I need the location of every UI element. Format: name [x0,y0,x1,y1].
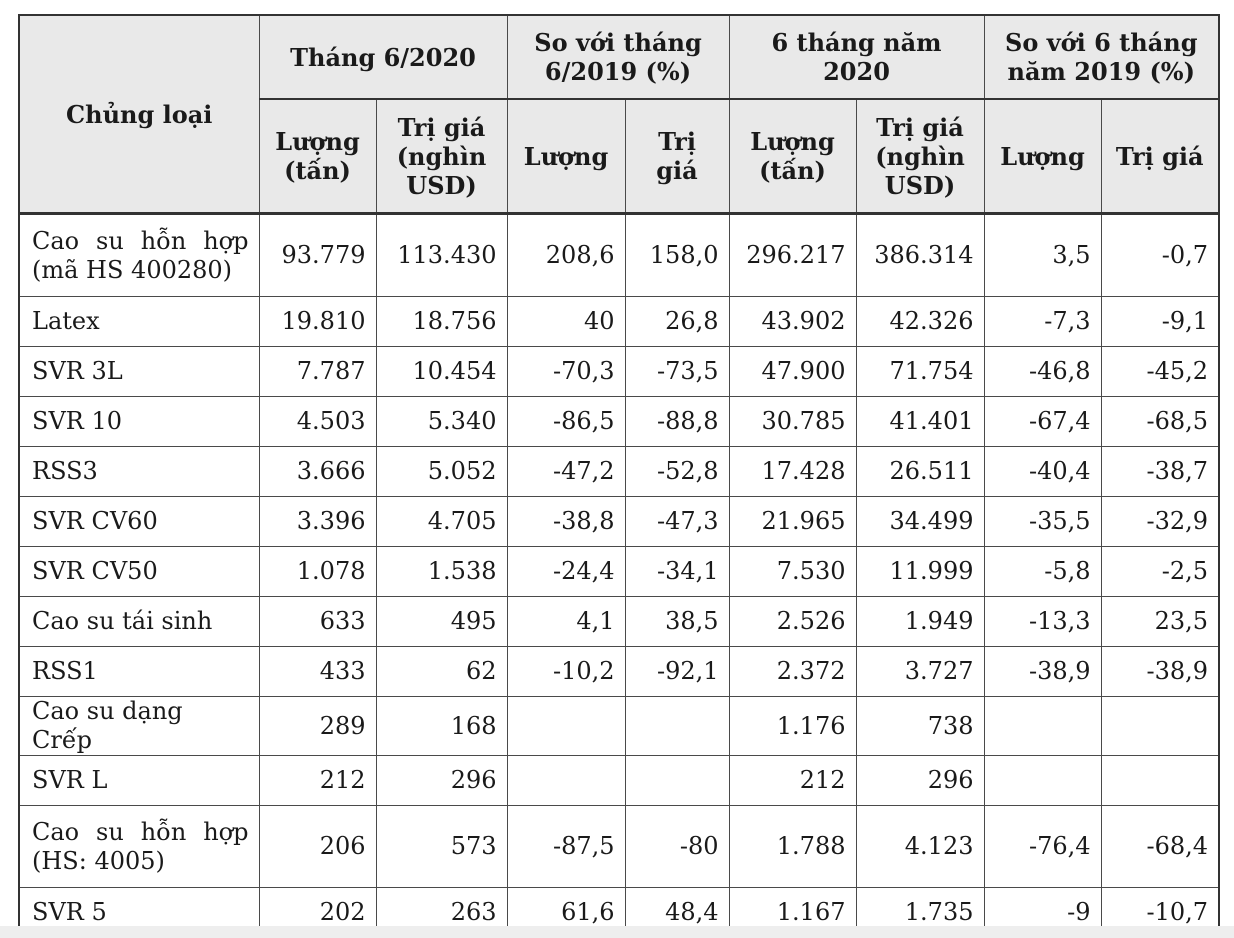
table-row [19,497,1219,547]
table-row [19,214,1219,297]
table-cell: 495 [376,597,507,647]
table-cell: 38,5 [625,597,729,647]
table-cell: -40,4 [984,447,1101,497]
table-cell: -13,3 [984,597,1101,647]
row-category [19,547,259,597]
header-category: Chủng loại [19,15,259,214]
table-cell: 23,5 [1101,597,1219,647]
table-cell: 3.396 [259,497,376,547]
table-cell: 4,1 [507,597,625,647]
table-row [19,806,1219,888]
table-cell: 48,4 [625,888,729,938]
row-category [19,497,259,547]
table-cell: 42.326 [856,297,984,347]
table-cell: 289 [259,697,376,756]
header-h1-2020: 6 tháng năm 2020 [729,15,984,99]
row-category-label: RSS1 [32,657,98,685]
table-cell: -47,2 [507,447,625,497]
table-cell: 1.078 [259,547,376,597]
table-cell: 296.217 [729,214,856,297]
table-cell: -86,5 [507,397,625,447]
table-cell: 19.810 [259,297,376,347]
table-cell: -7,3 [984,297,1101,347]
table-cell: -10,7 [1101,888,1219,938]
table-cell: -87,5 [507,806,625,888]
table-cell: -68,4 [1101,806,1219,888]
table-cell: -70,3 [507,347,625,397]
table-row [19,697,1219,756]
row-category-label: Cao su tái sinh [32,607,213,635]
table-cell: -0,7 [1101,214,1219,297]
table-cell: 1.788 [729,806,856,888]
table-cell: -80 [625,806,729,888]
table-cell: 212 [729,756,856,806]
table-cell: 433 [259,647,376,697]
header-value-kusd: Trị giá (nghìn USD) [376,99,507,214]
table-cell [1101,756,1219,806]
table-cell: -92,1 [625,647,729,697]
table-cell [507,697,625,756]
table-cell: -2,5 [1101,547,1219,597]
table-cell: 7.787 [259,347,376,397]
table-cell: -10,2 [507,647,625,697]
table-cell: 296 [856,756,984,806]
table-cell: -67,4 [984,397,1101,447]
table-cell: 40 [507,297,625,347]
table-cell: 11.999 [856,547,984,597]
table-cell: -38,8 [507,497,625,547]
table-cell: 1.949 [856,597,984,647]
header-row-top [19,15,1219,99]
table-cell: 168 [376,697,507,756]
header-value: Trị giá [1101,99,1219,214]
table-cell: 2.372 [729,647,856,697]
header-qty: Lượng [507,99,625,214]
header-qty-tons: Lượng (tấn) [259,99,376,214]
table-cell: 573 [376,806,507,888]
table-cell: 7.530 [729,547,856,597]
row-category [19,297,259,347]
table-cell: -46,8 [984,347,1101,397]
table-cell [507,756,625,806]
table-cell: -9,1 [1101,297,1219,347]
table-row [19,647,1219,697]
table-cell: 1.167 [729,888,856,938]
header-qty-tons: Lượng (tấn) [729,99,856,214]
table-cell: -34,1 [625,547,729,597]
table-header [19,15,1219,214]
table-cell: 206 [259,806,376,888]
table-cell: 4.123 [856,806,984,888]
row-category-label: SVR 10 [32,407,123,435]
row-category-label: RSS3 [32,457,98,485]
table-cell: 10.454 [376,347,507,397]
row-category [19,756,259,806]
table-row [19,756,1219,806]
table-cell: 71.754 [856,347,984,397]
table-cell: 61,6 [507,888,625,938]
row-category-label: Cao su dạng Crếp [32,697,183,754]
header-vs-h1-2019: So với 6 tháng năm 2019 (%) [984,15,1219,99]
table-row [19,447,1219,497]
row-category-label: SVR CV60 [32,507,158,535]
table-cell [984,756,1101,806]
row-category [19,647,259,697]
table-cell: 26.511 [856,447,984,497]
table-cell: 26,8 [625,297,729,347]
table-cell: 263 [376,888,507,938]
table-cell: 113.430 [376,214,507,297]
table-cell: 296 [376,756,507,806]
table-cell: 30.785 [729,397,856,447]
table-cell: 4.705 [376,497,507,547]
table-cell: -38,9 [984,647,1101,697]
table-row [19,597,1219,647]
table-cell: 386.314 [856,214,984,297]
table-cell: 4.503 [259,397,376,447]
table-cell: -24,4 [507,547,625,597]
table-cell: 34.499 [856,497,984,547]
table-row [19,297,1219,347]
table-cell: 208,6 [507,214,625,297]
rubber-export-table [18,14,1220,938]
table-cell: -47,3 [625,497,729,547]
table-cell: 41.401 [856,397,984,447]
table-cell [625,697,729,756]
row-category [19,806,259,888]
bottom-band [0,926,1234,938]
table-row [19,347,1219,397]
table-cell: -38,7 [1101,447,1219,497]
row-category [19,597,259,647]
table-cell: -38,9 [1101,647,1219,697]
table-cell: -68,5 [1101,397,1219,447]
table-cell [984,697,1101,756]
row-category [19,347,259,397]
row-category-label: Cao su hỗn hợp (HS: 4005) [32,817,249,875]
header-qty: Lượng [984,99,1101,214]
table-cell: 633 [259,597,376,647]
table-cell: -88,8 [625,397,729,447]
table-cell: 2.526 [729,597,856,647]
table-row [19,547,1219,597]
header-june-2020: Tháng 6/2020 [259,15,507,99]
row-category-label: SVR 3L [32,357,123,385]
table-cell: 93.779 [259,214,376,297]
table-cell: 158,0 [625,214,729,297]
table-cell: -5,8 [984,547,1101,597]
table-cell: 47.900 [729,347,856,397]
header-vs-june-2019: So với tháng 6/2019 (%) [507,15,729,99]
table-row [19,397,1219,447]
table-cell: 3,5 [984,214,1101,297]
row-category [19,397,259,447]
row-category-label: Cao su hỗn hợp (mã HS 400280) [32,226,249,284]
table-cell: 21.965 [729,497,856,547]
table-cell: 1.735 [856,888,984,938]
table-cell: -45,2 [1101,347,1219,397]
table-cell: 43.902 [729,297,856,347]
table-cell [1101,697,1219,756]
row-category-label: SVR CV50 [32,557,158,585]
row-category [19,214,259,297]
table-body [19,214,1219,938]
row-category [19,697,259,756]
row-category-label: SVR L [32,766,108,794]
table-cell: 18.756 [376,297,507,347]
table-cell: 1.176 [729,697,856,756]
table-cell: -73,5 [625,347,729,397]
table-cell: -52,8 [625,447,729,497]
table-cell: -76,4 [984,806,1101,888]
header-value-kusd: Trị giá (nghìn USD) [856,99,984,214]
row-category [19,447,259,497]
table-cell: -32,9 [1101,497,1219,547]
table-cell: -9 [984,888,1101,938]
table-cell: 62 [376,647,507,697]
table-cell: 212 [259,756,376,806]
table-cell: 3.666 [259,447,376,497]
table-cell: -35,5 [984,497,1101,547]
table-cell: 5.340 [376,397,507,447]
table-cell: 738 [856,697,984,756]
table-cell: 1.538 [376,547,507,597]
table-cell: 3.727 [856,647,984,697]
row-category-label: SVR 5 [32,898,107,926]
table-cell: 5.052 [376,447,507,497]
table-cell [625,756,729,806]
header-value: Trị giá [625,99,729,214]
table-cell: 202 [259,888,376,938]
row-category-label: Latex [32,307,100,335]
table-cell: 17.428 [729,447,856,497]
